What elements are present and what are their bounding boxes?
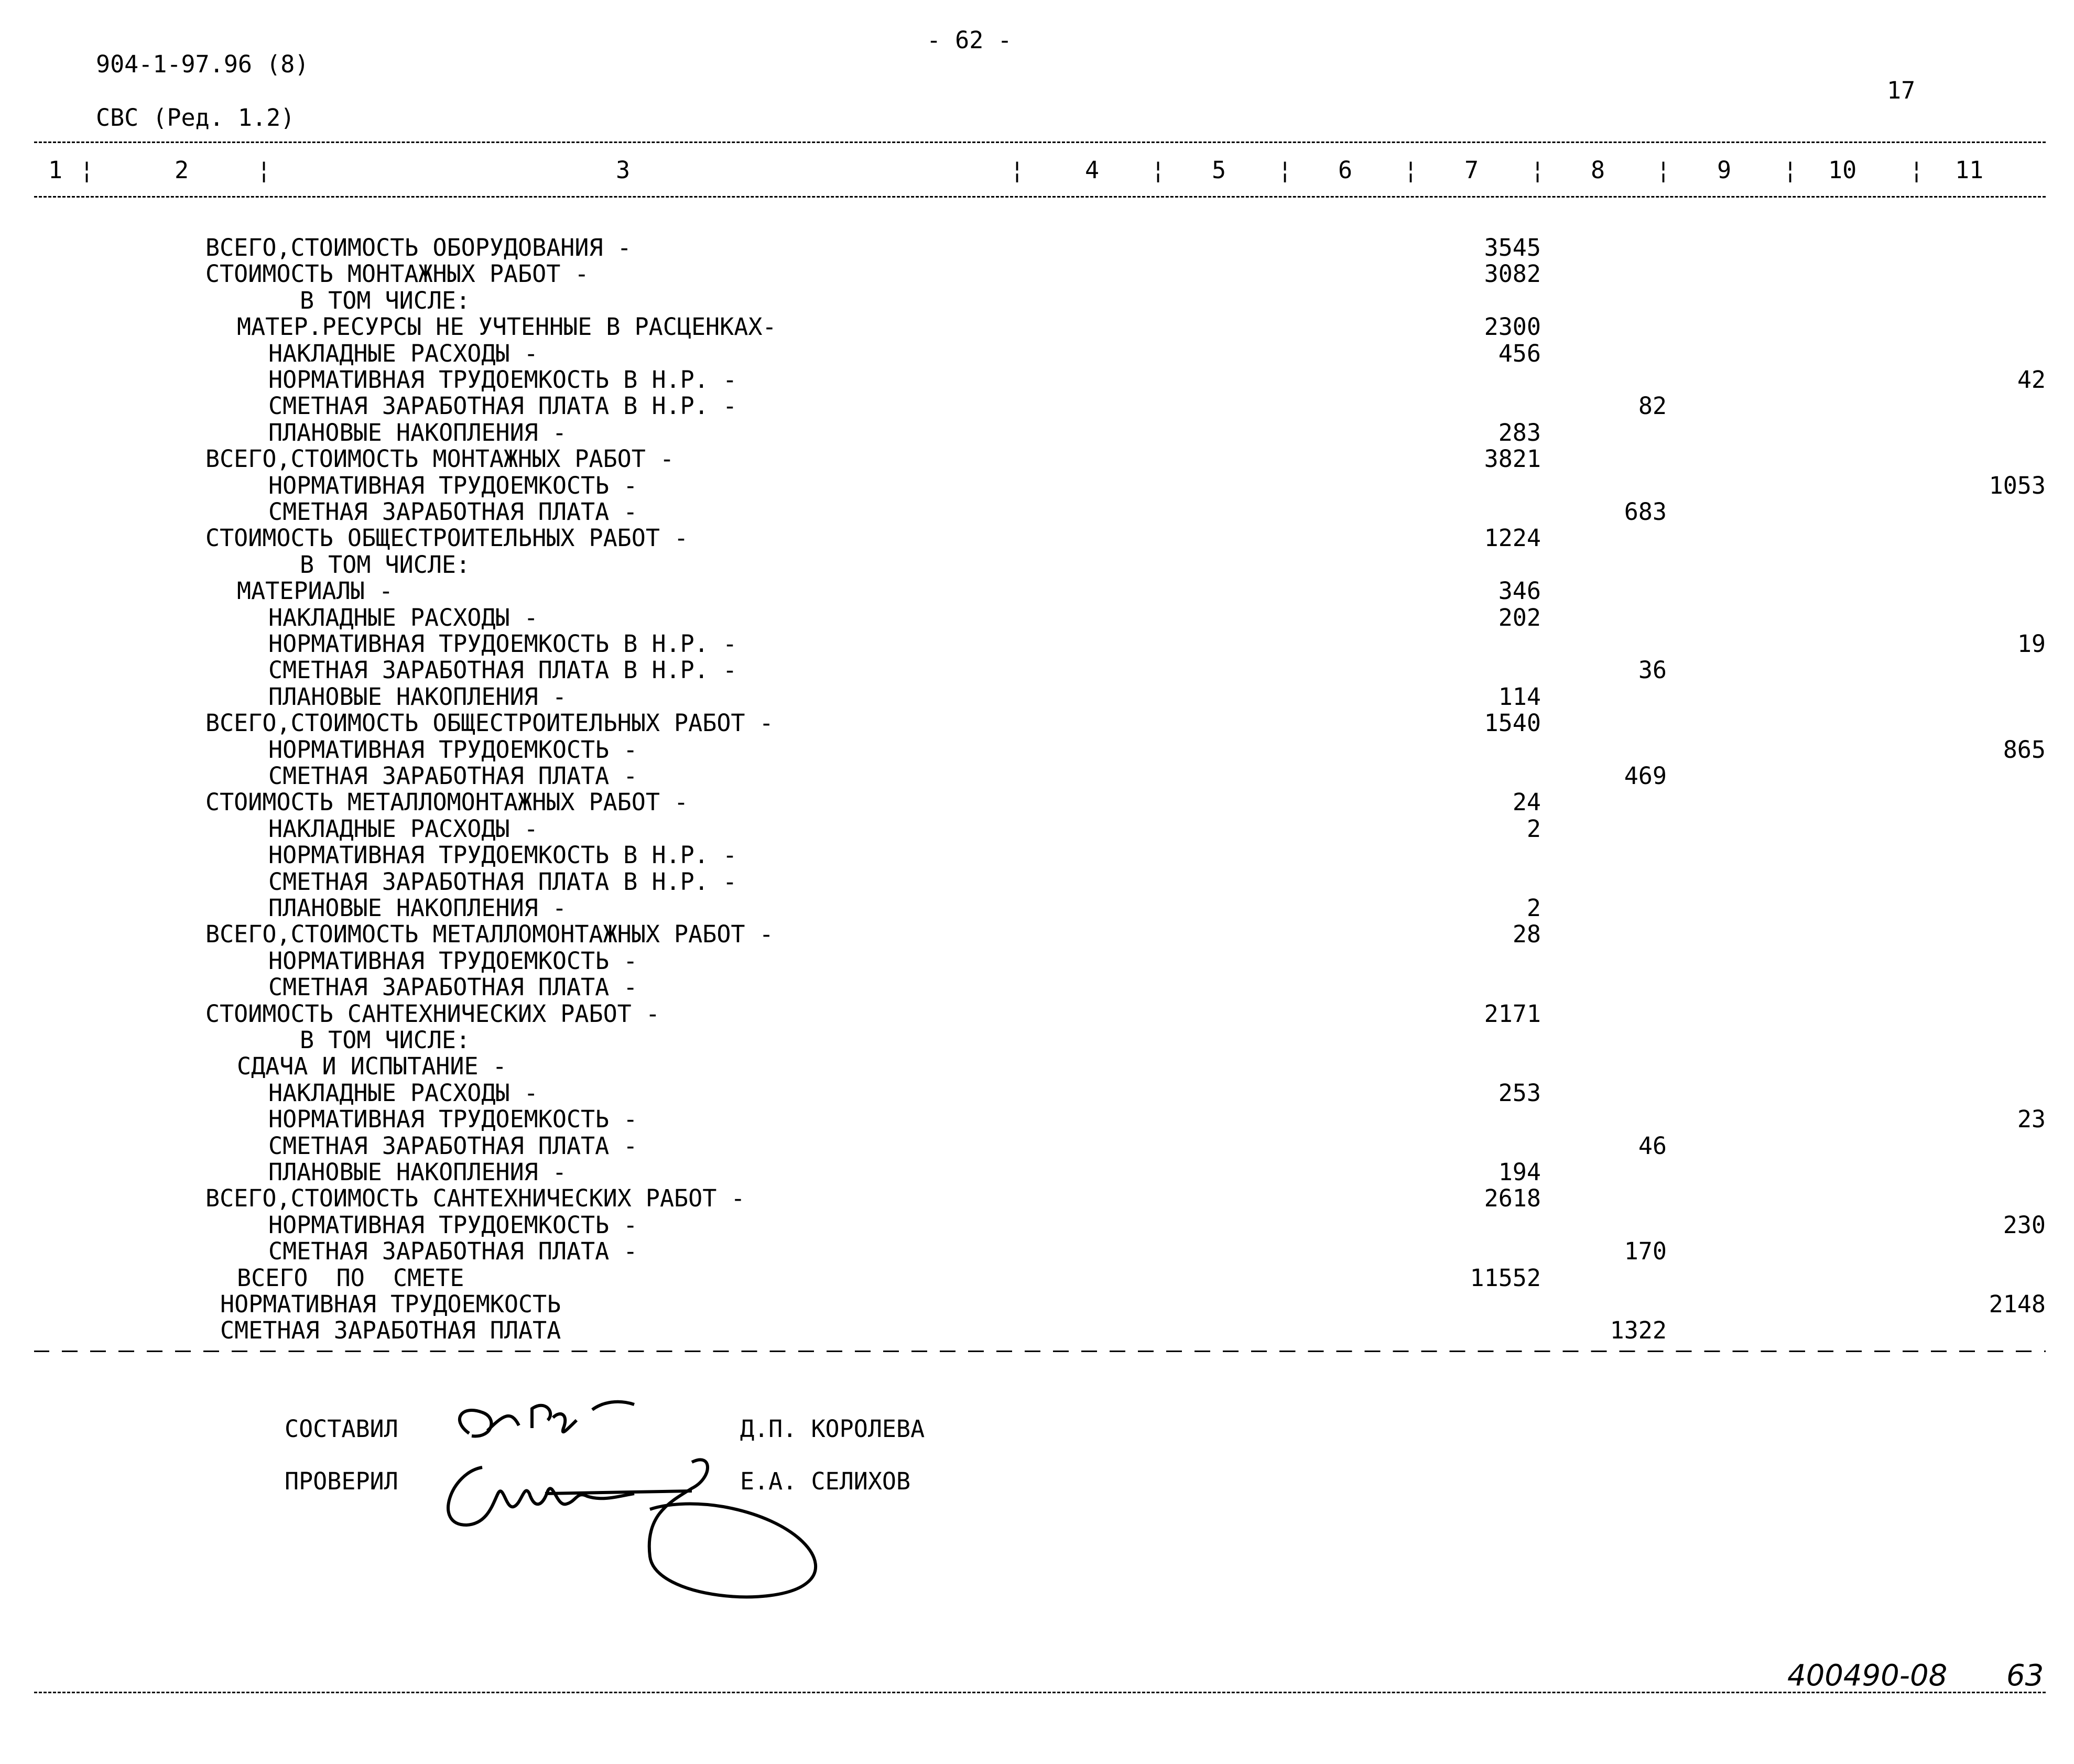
row-label: НОРМАТИВНАЯ ТРУДОЕМКОСТЬ - (268, 947, 638, 975)
row-value-c11: 19 (2017, 630, 2046, 658)
row-value-c7: 2 (1526, 894, 1541, 922)
col-header-11: 11 (1955, 156, 1984, 184)
row-label: ПЛАНОВЫЕ НАКОПЛЕНИЯ - (268, 419, 567, 447)
col-header-2: 2 (175, 156, 189, 184)
row-label: СМЕТНАЯ ЗАРАБОТНАЯ ПЛАТА В Н.Р. - (268, 868, 737, 896)
row-value-c7: 3821 (1484, 445, 1541, 473)
row-value-c7: 2 (1526, 815, 1541, 843)
footer-rule (34, 1692, 2046, 1693)
archive-sheet: 63 (2006, 1659, 2044, 1693)
row-label: НОРМАТИВНАЯ ТРУДОЕМКОСТЬ - (268, 472, 638, 499)
header-bottom-rule (34, 196, 2046, 198)
row-value-c7: 202 (1498, 604, 1541, 631)
row-label: НОРМАТИВНАЯ ТРУДОЕМКОСТЬ - (268, 736, 638, 764)
row-label: ВСЕГО,СТОИМОСТЬ ОБОРУДОВАНИЯ - (205, 234, 632, 262)
row-value-c8: 1322 (1610, 1316, 1667, 1344)
col-header-5: 5 (1212, 156, 1226, 184)
row-label: НАКЛАДНЫЕ РАСХОДЫ - (268, 815, 538, 843)
row-label: НОРМАТИВНАЯ ТРУДОЕМКОСТЬ В Н.Р. - (268, 841, 737, 869)
checked-label: ПРОВЕРИЛ (285, 1467, 398, 1495)
row-label: СТОИМОСТЬ МЕТАЛЛОМОНТАЖНЫХ РАБОТ - (205, 788, 689, 816)
col-header-8: 8 (1591, 156, 1605, 184)
row-value-c11: 42 (2017, 366, 2046, 394)
row-label: СДАЧА И ИСПЫТАНИЕ - (237, 1052, 507, 1080)
row-label: ПЛАНОВЫЕ НАКОПЛЕНИЯ - (268, 894, 567, 922)
row-label: СТОИМОСТЬ САНТЕХНИЧЕСКИХ РАБОТ - (205, 1000, 660, 1028)
row-value-c11: 2148 (1989, 1290, 2046, 1318)
handwritten-signatures (419, 1389, 849, 1609)
checked-name: Е.А. СЕЛИХОВ (740, 1467, 911, 1495)
row-value-c7: 3545 (1484, 234, 1541, 262)
doc-code: 904-1-97.96 (8) (96, 50, 309, 78)
col-header-1: 1 (48, 156, 63, 184)
row-label: СМЕТНАЯ ЗАРАБОТНАЯ ПЛАТА - (268, 498, 638, 526)
row-value-c7: 283 (1498, 419, 1541, 447)
row-value-c7: 2171 (1484, 1000, 1541, 1028)
row-value-c11: 1053 (1989, 472, 2046, 499)
col-header-3: 3 (616, 156, 631, 184)
row-value-c8: 36 (1638, 656, 1667, 684)
compiled-label: СОСТАВИЛ (285, 1415, 398, 1443)
row-label: НОРМАТИВНАЯ ТРУДОЕМКОСТЬ (220, 1290, 561, 1318)
col-header-10: 10 (1828, 156, 1857, 184)
document-page: 904-1-97.96 (8) - 62 - 17 СВС (Ред. 1.2) 1 ¦ 2 ¦ 3 ¦ 4 ¦ 5 ¦ 6 ¦ 7 ¦ 8 ¦ 9 ¦ 10 ¦ 11 ВСЕГО,СТОИМОСТЬ ОБОРУДОВАНИЯ - 3545 СТОИМОСТЬ МОНТАЖНЫХ РАБОТ - 3082 В ТОМ ЧИСЛЕ: МАТЕР.РЕСУРСЫ НЕ УЧТЕННЫЕ В РАСЦЕНКАХ- 2300 НАКЛАДНЫЕ РАСХОДЫ - 456 НОРМАТИВНАЯ ТРУДОЕМКОСТЬ В Н.Р. - 42 СМЕТНАЯ ЗАРАБОТНАЯ ПЛАТА В Н.Р. - 82 ПЛАНОВЫЕ НАКОПЛЕНИЯ - 283 ВСЕГО,СТОИМОСТЬ МОНТАЖНЫХ РАБОТ - 3821 НОРМАТИВНАЯ ТРУДОЕМКОСТЬ - 1053 СМЕТНАЯ ЗАРАБОТНАЯ ПЛАТА - 683 СТОИМОСТЬ ОБЩЕСТРОИТЕЛЬНЫХ РАБОТ - 1224 В ТОМ ЧИСЛЕ: МАТЕРИАЛЫ - 346 НАКЛАДНЫЕ РАСХОДЫ - 202 НОРМАТИВНАЯ ТРУДОЕМКОСТЬ В Н.Р. - 19 СМЕТНАЯ ЗАРАБОТНАЯ ПЛАТА В Н.Р. - 36 ПЛАНОВЫЕ НАКОПЛЕНИЯ - 114 ВСЕГО,СТОИМОСТЬ ОБЩЕСТРОИТЕЛЬНЫХ РАБОТ - 1540 НОРМАТИВНАЯ ТРУДОЕМКОСТЬ - 865 СМЕТНАЯ ЗАРАБОТНАЯ ПЛАТА - 469 СТОИМОСТЬ МЕТАЛЛОМОНТАЖНЫХ РАБОТ - 24 НАКЛАДНЫЕ РАСХОДЫ - 2 НОРМАТИВНАЯ ТРУДОЕМКОСТЬ В Н.Р. - СМЕТНАЯ ЗАРАБОТНАЯ ПЛАТА В Н.Р. - ПЛАНОВЫЕ НАКОПЛЕНИЯ - 2 ВСЕГО,СТОИМОСТЬ МЕТАЛЛОМОНТАЖНЫХ РАБОТ - 28 НОРМАТИВНАЯ ТРУДОЕМКОСТЬ - СМЕТНАЯ ЗАРАБОТНАЯ ПЛАТА - СТОИМОСТЬ САНТЕХНИЧЕСКИХ РАБОТ - 2171 В ТОМ ЧИСЛЕ: СДАЧА И ИСПЫТАНИЕ - НАКЛАДНЫЕ РАСХОДЫ - 253 НОРМАТИВНАЯ ТРУДОЕМКОСТЬ - 23 СМЕТНАЯ ЗАРАБОТНАЯ ПЛАТА - 46 ПЛАНОВЫЕ НАКОПЛЕНИЯ - 194 ВСЕГО,СТОИМОСТЬ САНТЕХНИЧЕСКИХ РАБОТ - 2618 НОРМАТИВНАЯ ТРУДОЕМКОСТЬ - 230 СМЕТНАЯ ЗАРАБОТНАЯ ПЛАТА - 170 ВСЕГО ПО СМЕТЕ 11552 НОРМАТИВНАЯ ТРУДОЕМКОСТЬ 2148 СМЕТНАЯ ЗАРАБОТНАЯ ПЛАТА 1322 СОСТАВИЛ Д.П. КОРОЛЕВА ПРОВЕРИЛ Е.А. СЕЛИХОВ 400490-08 63 (0, 0, 2074, 1764)
row-value-c8: 82 (1638, 392, 1667, 420)
compiled-name: Д.П. КОРОЛЕВА (740, 1415, 925, 1443)
row-label: ПЛАНОВЫЕ НАКОПЛЕНИЯ - (268, 683, 567, 711)
row-value-c7: 456 (1498, 340, 1541, 367)
row-label: НОРМАТИВНАЯ ТРУДОЕМКОСТЬ - (268, 1211, 638, 1239)
row-value-c11: 865 (2003, 736, 2046, 764)
row-label: В ТОМ ЧИСЛЕ: (300, 551, 471, 579)
row-value-c7: 346 (1498, 577, 1541, 605)
row-value-c7: 28 (1512, 920, 1541, 948)
row-value-c7: 2618 (1484, 1184, 1541, 1212)
archive-code: 400490-08 (1787, 1659, 1948, 1693)
row-value-c11: 230 (2003, 1211, 2046, 1239)
row-label: НАКЛАДНЫЕ РАСХОДЫ - (268, 1079, 538, 1107)
row-value-c7: 253 (1498, 1079, 1541, 1107)
row-value-c7: 114 (1498, 683, 1541, 711)
row-label: ВСЕГО ПО СМЕТЕ (237, 1264, 464, 1292)
row-label: СМЕТНАЯ ЗАРАБОТНАЯ ПЛАТА - (268, 1237, 638, 1265)
col-header-4: 4 (1085, 156, 1100, 184)
row-label: СТОИМОСТЬ ОБЩЕСТРОИТЕЛЬНЫХ РАБОТ - (205, 524, 689, 552)
row-label: ВСЕГО,СТОИМОСТЬ МОНТАЖНЫХ РАБОТ - (205, 445, 675, 473)
col-header-7: 7 (1464, 156, 1479, 184)
row-value-c7: 1224 (1484, 524, 1541, 552)
col-header-9: 9 (1717, 156, 1732, 184)
row-label: НОРМАТИВНАЯ ТРУДОЕМКОСТЬ - (268, 1105, 638, 1133)
row-label: В ТОМ ЧИСЛЕ: (300, 1026, 471, 1054)
header-top-rule (34, 141, 2046, 143)
table-end-rule (34, 1351, 2046, 1352)
row-label: НОРМАТИВНАЯ ТРУДОЕМКОСТЬ В Н.Р. - (268, 366, 737, 394)
row-value-c7: 194 (1498, 1158, 1541, 1186)
row-label: СМЕТНАЯ ЗАРАБОТНАЯ ПЛАТА В Н.Р. - (268, 392, 737, 420)
page-number: - 62 - (927, 26, 1012, 54)
row-value-c8: 46 (1638, 1132, 1667, 1160)
row-label: В ТОМ ЧИСЛЕ: (300, 287, 471, 314)
row-value-c8: 469 (1624, 762, 1667, 790)
row-value-c11: 23 (2017, 1105, 2046, 1133)
row-value-c7: 24 (1512, 788, 1541, 816)
row-value-c7: 1540 (1484, 709, 1541, 737)
row-label: СМЕТНАЯ ЗАРАБОТНАЯ ПЛАТА - (268, 762, 638, 790)
row-value-c8: 170 (1624, 1237, 1667, 1265)
row-label: ВСЕГО,СТОИМОСТЬ САНТЕХНИЧЕСКИХ РАБОТ - (205, 1184, 745, 1212)
row-label: СМЕТНАЯ ЗАРАБОТНАЯ ПЛАТА (220, 1316, 561, 1344)
col-header-6: 6 (1338, 156, 1353, 184)
row-label: МАТЕР.РЕСУРСЫ НЕ УЧТЕННЫЕ В РАСЦЕНКАХ- (237, 313, 777, 341)
row-label: НАКЛАДНЫЕ РАСХОДЫ - (268, 340, 538, 367)
row-label: ВСЕГО,СТОИМОСТЬ МЕТАЛЛОМОНТАЖНЫХ РАБОТ - (205, 920, 774, 948)
row-label: ВСЕГО,СТОИМОСТЬ ОБЩЕСТРОИТЕЛЬНЫХ РАБОТ - (205, 709, 774, 737)
program-version: СВС (Ред. 1.2) (96, 104, 295, 132)
row-label: ПЛАНОВЫЕ НАКОПЛЕНИЯ - (268, 1158, 567, 1186)
row-label: СТОИМОСТЬ МОНТАЖНЫХ РАБОТ - (205, 260, 589, 288)
row-label: СМЕТНАЯ ЗАРАБОТНАЯ ПЛАТА - (268, 1132, 638, 1160)
row-label: НАКЛАДНЫЕ РАСХОДЫ - (268, 604, 538, 631)
row-value-c7: 3082 (1484, 260, 1541, 288)
row-label: СМЕТНАЯ ЗАРАБОТНАЯ ПЛАТА В Н.Р. - (268, 656, 737, 684)
row-value-c8: 683 (1624, 498, 1667, 526)
row-value-c7: 2300 (1484, 313, 1541, 341)
row-value-c7: 11552 (1470, 1264, 1541, 1292)
sheet-number: 17 (1887, 77, 1916, 104)
row-label: МАТЕРИАЛЫ - (237, 577, 394, 605)
row-label: НОРМАТИВНАЯ ТРУДОЕМКОСТЬ В Н.Р. - (268, 630, 737, 658)
row-label: СМЕТНАЯ ЗАРАБОТНАЯ ПЛАТА - (268, 973, 638, 1001)
